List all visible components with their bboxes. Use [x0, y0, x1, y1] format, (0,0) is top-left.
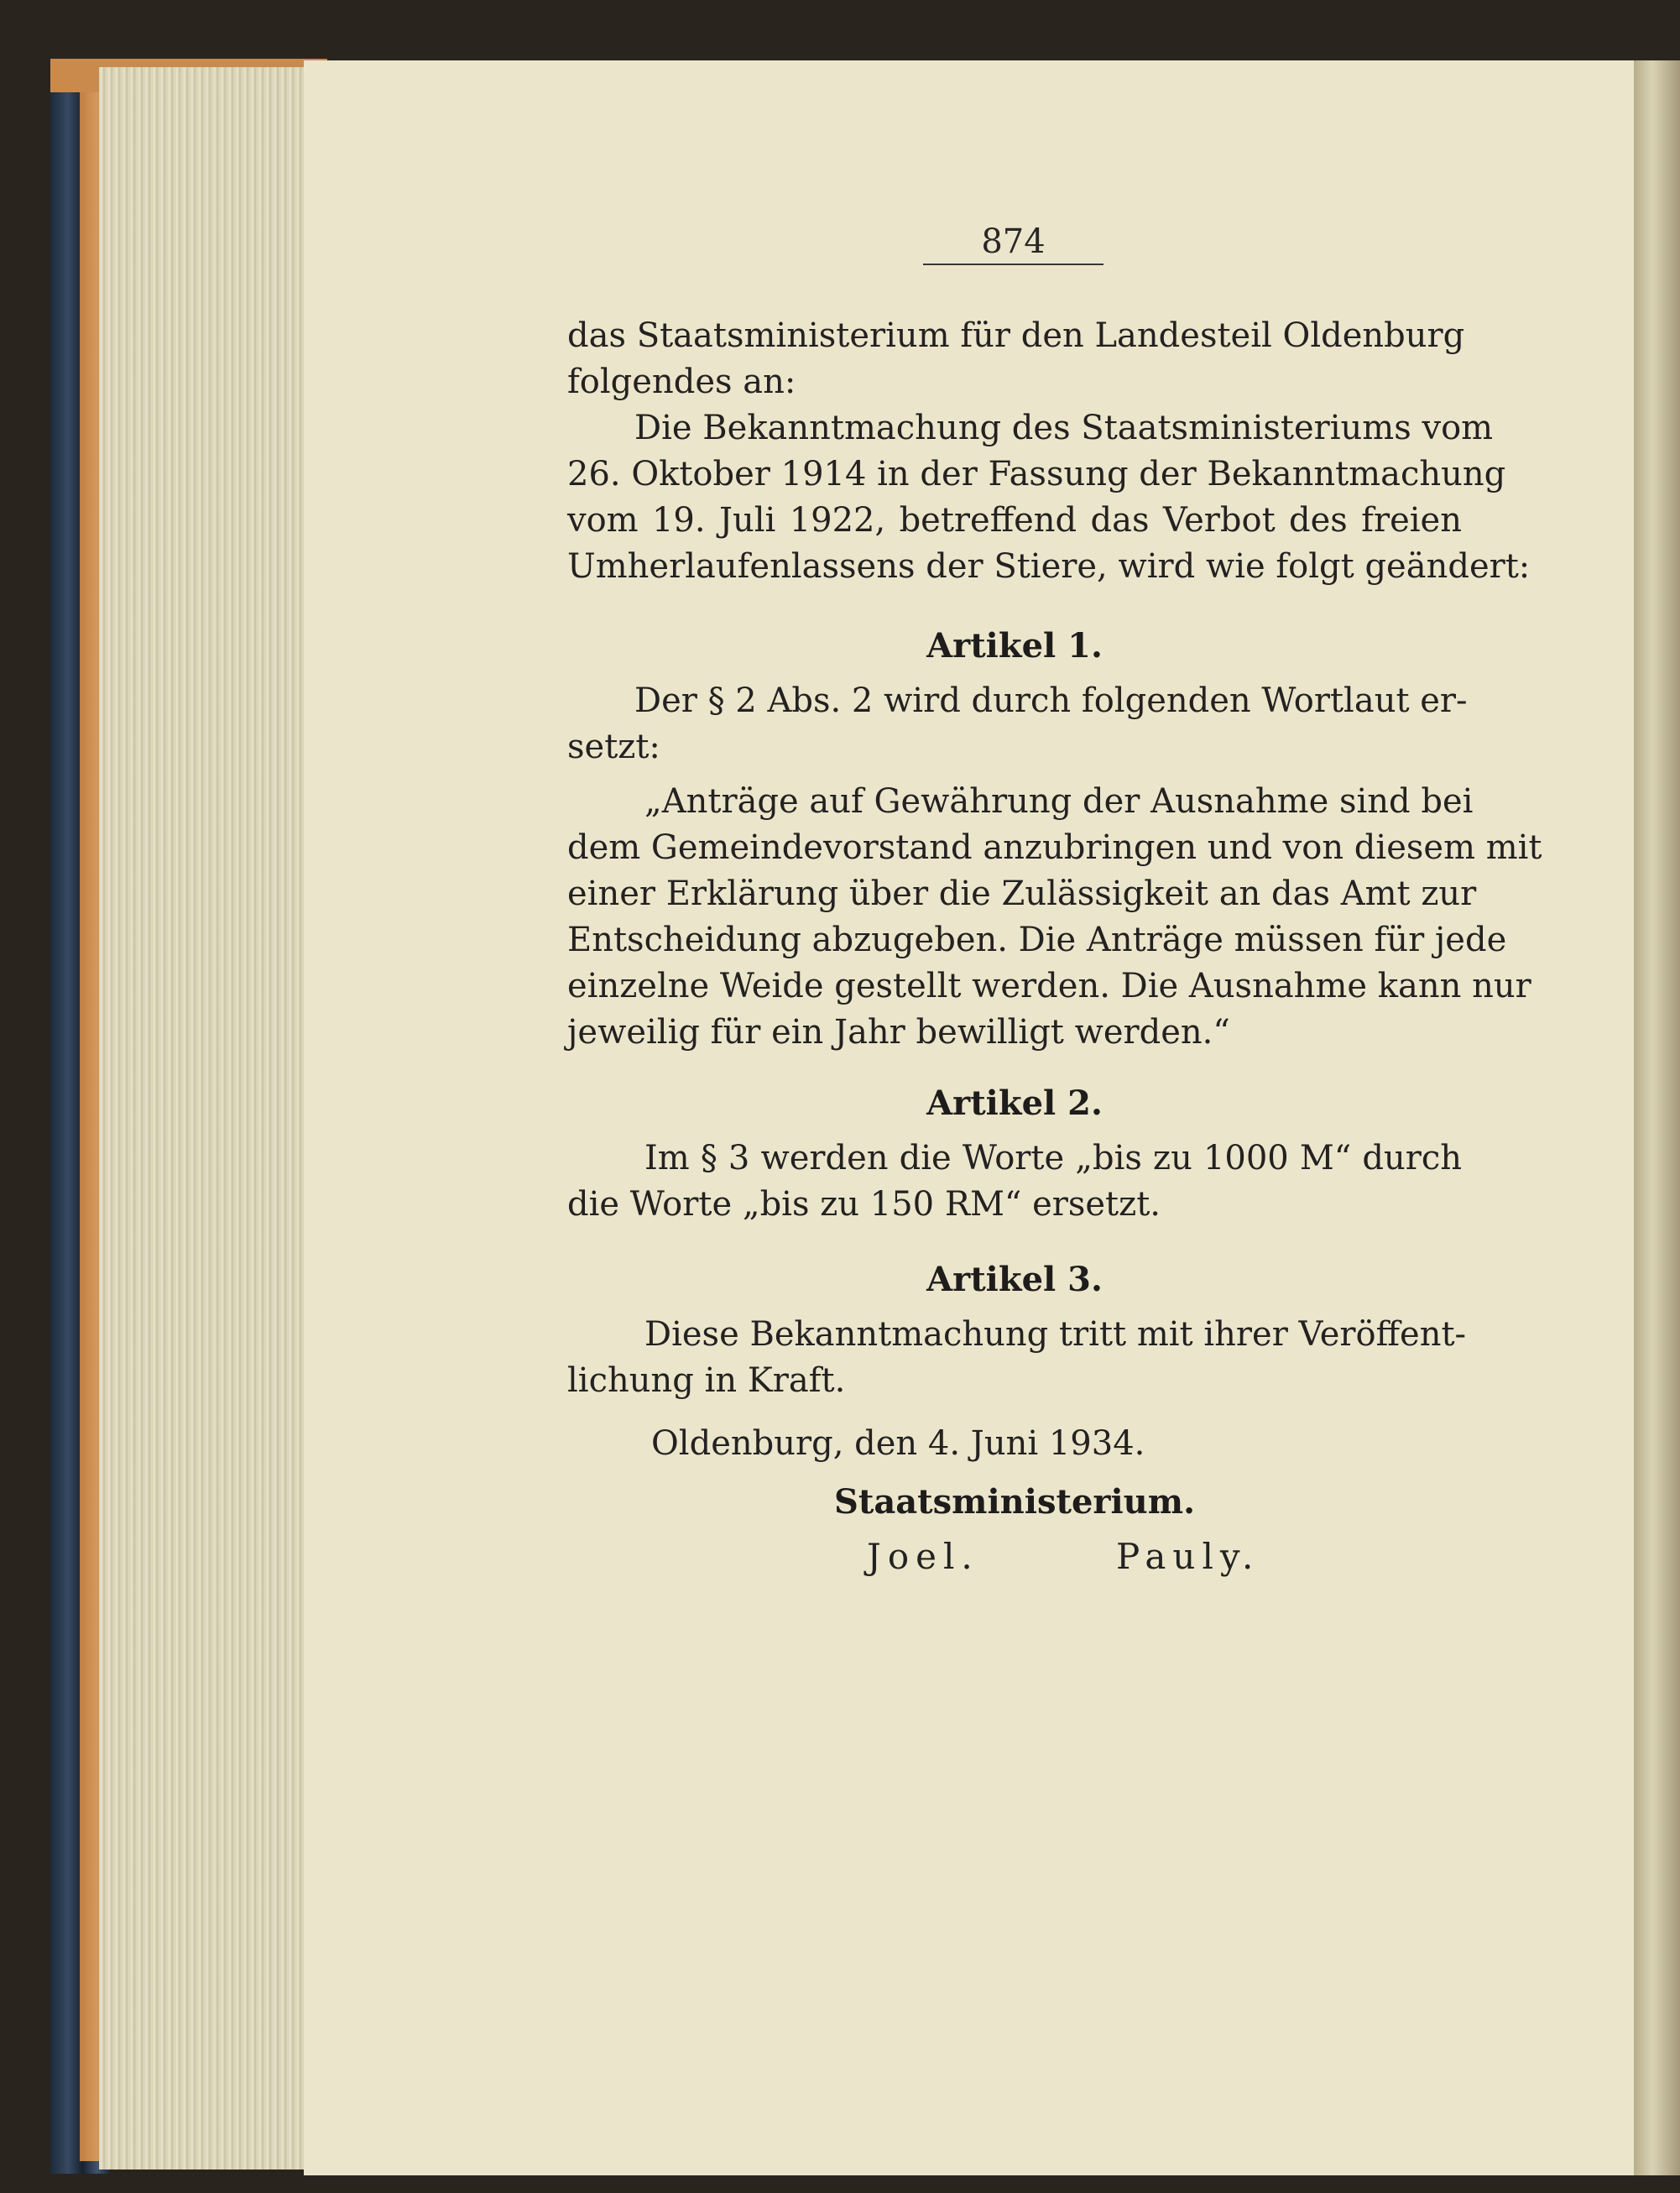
- text-line: 26. Oktober 1914 in der Fassung der Bekanntmachung: [567, 455, 1506, 493]
- text-line: Der § 2 Abs. 2 wird durch folgenden Wortlaut er-: [634, 681, 1468, 720]
- text-line: folgendes an:: [567, 363, 796, 401]
- text-line: jeweilig für ein Jahr bewilligt werden.“: [567, 1013, 1230, 1052]
- text-line: Im § 3 werden die Worte „bis zu 1000 M“ durch: [644, 1139, 1462, 1177]
- text-line: dem Gemeindevorstand anzubringen und von diesem mit: [567, 828, 1542, 867]
- text-line: lichung in Kraft.: [567, 1361, 846, 1400]
- signature-right: Pauly.: [1116, 1536, 1260, 1577]
- text-line: einer Erklärung über die Zulässigkeit an das Amt zur: [567, 875, 1477, 913]
- page-stack-edges: [99, 67, 309, 2170]
- page-number: 874: [981, 222, 1046, 261]
- text-line: Diese Bekanntmachung tritt mit ihrer Veröffent-: [644, 1315, 1467, 1354]
- signature-left: Joel.: [867, 1536, 979, 1577]
- text-line: Die Bekanntmachung des Staatsministeriums vom: [634, 409, 1494, 447]
- article-heading: Artikel 1.: [926, 626, 1103, 666]
- text-line: die Worte „bis zu 150 RM“ ersetzt.: [567, 1185, 1161, 1224]
- text-line: „Anträge auf Gewährung der Ausnahme sind bei: [644, 782, 1474, 821]
- date-line: Oldenburg, den 4. Juni 1934.: [651, 1424, 1145, 1463]
- article-heading: Artikel 2.: [926, 1083, 1103, 1123]
- article-heading: Artikel 3.: [926, 1260, 1103, 1299]
- page-number-rule: [923, 264, 1103, 265]
- signing-authority: Staatsministerium.: [833, 1482, 1196, 1522]
- text-line: Entscheidung abzugeben. Die Anträge müssen für jede: [567, 921, 1507, 959]
- text-line: Umherlaufenlassens der Stiere, wird wie folgt geändert:: [567, 547, 1531, 586]
- bleed-through-text: [571, 1578, 1485, 1880]
- text-line: vom 19. Juli 1922, betreffend das Verbot des freien: [567, 501, 1462, 540]
- text-line: setzt:: [567, 728, 660, 766]
- text-line: das Staatsministerium für den Landesteil Oldenburg: [567, 316, 1465, 355]
- text-line: einzelne Weide gestellt werden. Die Ausnahme kann nur: [567, 967, 1531, 1005]
- facing-page-edge: [1634, 60, 1680, 2175]
